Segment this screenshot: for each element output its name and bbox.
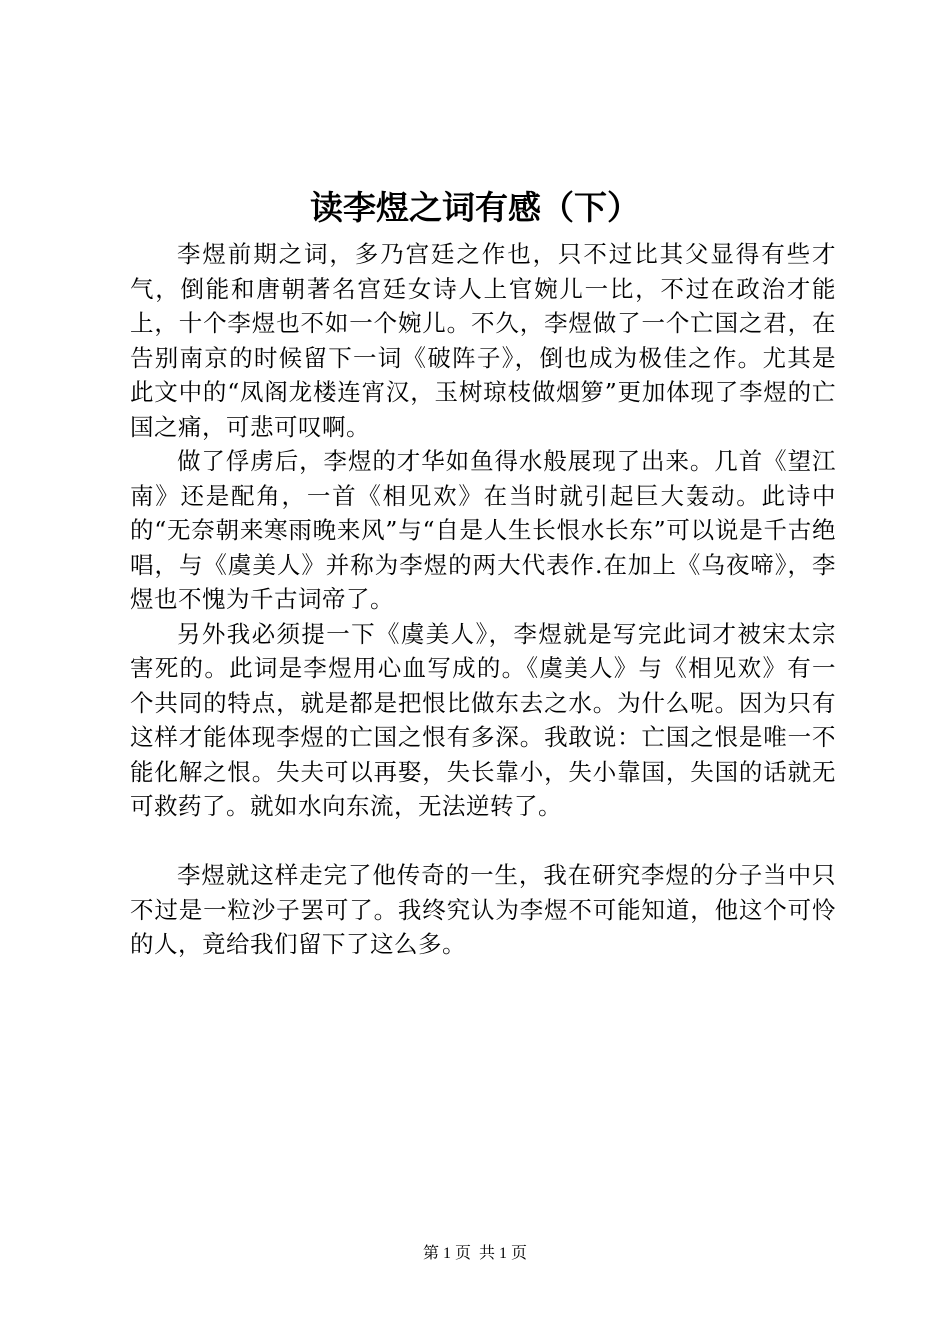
paragraph-1: 李煜前期之词，多乃宫廷之作也，只不过比其父显得有些才气，倒能和唐朝著名宫廷女诗人上官婉儿一比，不过在政治才能上，十个李煜也不如一个婉儿。不久，李煜做了一个亡国之君，在告别南京的时候留下一词《破阵子》，倒也成为极佳之作。尤其是此文中的“凤阁龙楼连宵汉，玉树琼枝做烟箩”更加体现了李煜的亡国之痛，可悲可叹啊。 xyxy=(130,240,836,441)
paragraph-2: 做了俘虏后，李煜的才华如鱼得水般展现了出来。几首《望江南》还是配角，一首《相见欢》在当时就引起巨大轰动。此诗中的“无奈朝来寒雨晚来风”与“自是人生长恨水长东”可以说是千古绝唱，与《虞美人》并称为李煜的两大代表作.在加上《乌夜啼》，李煜也不愧为千古词帝了。 xyxy=(130,447,836,613)
page-title: 读李煜之词有感（下） xyxy=(310,188,640,227)
page-footer xyxy=(0,1244,950,1264)
page-total: 共 1 页 xyxy=(479,1245,528,1262)
paragraph-4: 李煜就这样走完了他传奇的一生，我在研究李煜的分子当中只不过是一粒沙子罢可了。我终究认为李煜不可能知道，他这个可怜的人，竟给我们留下了这么多。 xyxy=(130,861,836,958)
paragraph-3: 另外我必须提一下《虞美人》，李煜就是写完此词才被宋太宗害死的。此词是李煜用心血写成的。《虞美人》与《相见欢》有一个共同的特点，就是都是把恨比做东去之水。为什么呢。因为只有这样才能体现李煜的亡国之恨有多深。我敢说：亡国之恨是唯一不能化解之恨。失夫可以再娶，失长靠小，失小靠国，失国的话就无可救药了。就如水向东流，无法逆转了。 xyxy=(130,619,836,820)
document-body xyxy=(130,237,836,962)
paragraph-gap xyxy=(130,824,836,859)
page-number: 第 1 页 xyxy=(422,1245,471,1262)
